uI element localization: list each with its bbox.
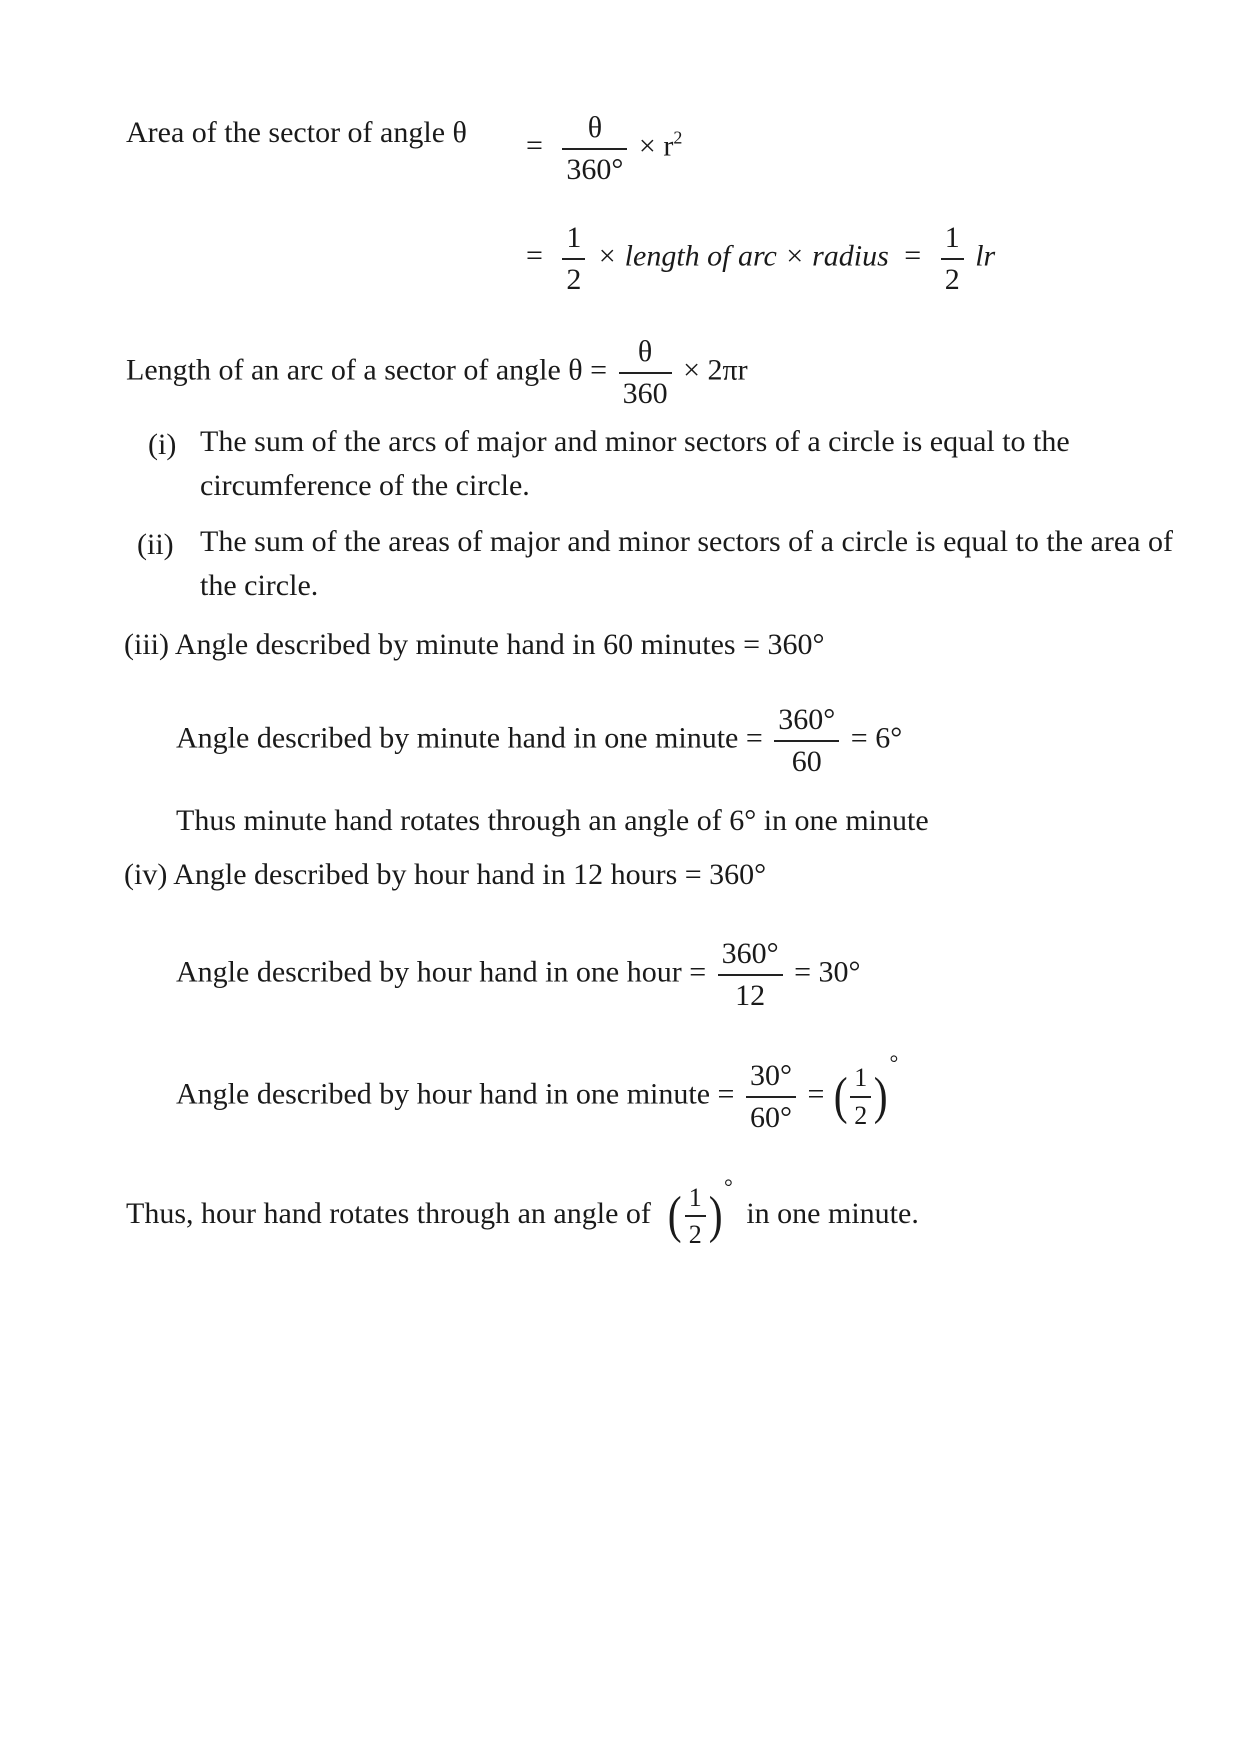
item-iii-sub-result: = 6° (850, 721, 903, 755)
lr-term: lr (975, 239, 996, 273)
fraction-numerator: 360° (718, 938, 783, 976)
fraction-denominator: 12 (735, 978, 766, 1012)
equals-sign: = (807, 1077, 825, 1111)
item-iv-line (124, 860, 766, 890)
item-iv-text: Angle described by hour hand in 12 hours = 360° (173, 858, 767, 891)
fraction-numerator: 1 (685, 1184, 706, 1217)
right-parenthesis: ) (873, 1067, 888, 1125)
item-iv-sub1-result: = 30° (794, 955, 861, 989)
item-iii-sub-label: Angle described by minute hand in one minute = (176, 721, 763, 755)
theta-over-360-fraction (562, 112, 627, 185)
square-exponent: 2 (673, 127, 683, 148)
conclusion-line (126, 1174, 919, 1250)
fraction-numerator: 30° (746, 1060, 796, 1098)
360-over-60-fraction (774, 704, 839, 777)
30-over-60-fraction (746, 1060, 796, 1133)
fraction-denominator: 2 (854, 1100, 868, 1130)
item-iv-marker: (iv) (124, 858, 168, 891)
fraction-numerator: 1 (562, 222, 585, 260)
item-iii-sub-line (176, 704, 902, 777)
right-parenthesis: ) (708, 1187, 723, 1245)
item-iv-sub1-line (176, 938, 861, 1011)
conclusion-prefix: Thus, hour hand rotates through an angle of (126, 1197, 651, 1231)
fraction-denominator: 2 (688, 1220, 702, 1250)
fraction-numerator: 360° (774, 704, 839, 742)
equals-sign: = (526, 129, 543, 163)
fraction-numerator: θ (562, 112, 627, 150)
arc-length-label: Length of an arc of a sector of angle θ = (126, 353, 608, 387)
fraction-numerator: θ (619, 336, 672, 374)
theta-over-360-fraction (619, 336, 672, 409)
fraction-denominator: 360° (566, 152, 624, 186)
half-fraction (685, 1184, 706, 1249)
fraction-denominator: 60° (749, 1100, 792, 1134)
item-iv-sub2-label: Angle described by hour hand in one minute = (176, 1077, 735, 1111)
fraction-numerator: 1 (850, 1064, 871, 1097)
sector-area-label: Area of the sector of angle θ (126, 116, 467, 149)
conclusion-suffix: in one minute. (746, 1197, 919, 1231)
fraction-denominator: 2 (944, 262, 960, 296)
half-fraction (562, 222, 585, 295)
degree-symbol: ° (889, 1050, 899, 1075)
sector-area-formula-2 (518, 222, 995, 295)
sector-area-formula-1 (518, 112, 682, 185)
item-iii-marker: (iii) (124, 628, 169, 661)
left-parenthesis: ( (833, 1067, 848, 1125)
degree-symbol: ° (724, 1174, 733, 1199)
equals-sign: = (904, 239, 922, 273)
half-fraction (941, 222, 964, 295)
left-parenthesis: ( (668, 1187, 682, 1245)
times-r: × r (638, 129, 674, 163)
fraction-denominator: 2 (566, 262, 582, 296)
360-over-12-fraction (718, 938, 783, 1011)
arc-length-line (126, 336, 748, 409)
item-iii-line (124, 630, 825, 660)
fraction-denominator: 60 (791, 744, 822, 778)
length-of-arc-times-radius: × length of arc × radius (596, 239, 889, 273)
item-iv-sub2-line (176, 1050, 899, 1134)
fraction-denominator: 360 (622, 376, 668, 410)
item-iii-text: Angle described by minute hand in 60 minutes = 360° (174, 628, 825, 661)
item-i-text: The sum of the arcs of major and minor sectors of a circle is equal to the circumference of the circle. (200, 425, 1070, 502)
item-iv-sub1-label: Angle described by hour hand in one hour = (176, 955, 707, 989)
half-fraction (850, 1064, 871, 1129)
sector-area-line-1 (126, 118, 467, 148)
item-ii-text: The sum of the areas of major and minor sectors of a circle is equal to the area of the circle. (200, 525, 1173, 602)
equals-sign: = (526, 239, 543, 273)
item-i-marker: (i) (148, 428, 177, 461)
item-iii-thus-line: Thus minute hand rotates through an angle of 6° in one minute (176, 804, 929, 837)
times-2-pi-r: × 2πr (683, 353, 748, 387)
item-ii-marker: (ii) (137, 528, 174, 561)
fraction-numerator: 1 (941, 222, 964, 260)
